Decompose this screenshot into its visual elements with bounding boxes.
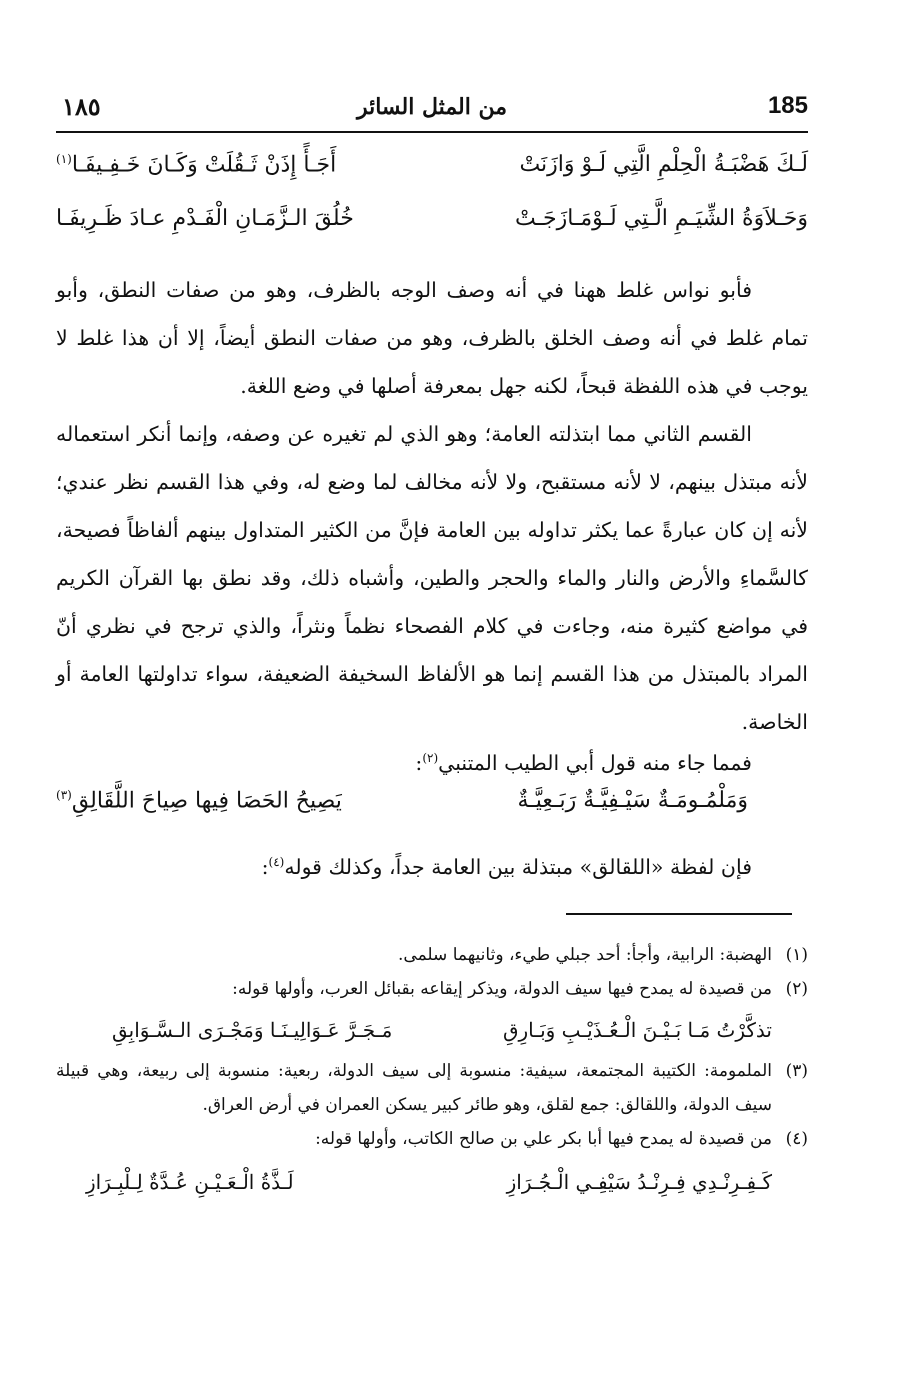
footnote-4-text: من قصيدة له يمدح فيها أبا بكر علي بن صالح الكاتب، وأولها قوله: [315,1129,772,1149]
page-number-latin: 185 [767,92,808,119]
paragraph-1: فأبو نواس غلط ههنا في أنه وصف الوجه بالظرف، وهو من صفات النطق، وأبو تمام غلط في أنه وصف الخلق بالظرف، وهو من صفات النطق أيضاً، إلا أن هذا غلط لا يوجب في هذه اللفظة قبحاً، لكنه جهل بمعرفة أصلها في وضع اللغة. [56,278,808,398]
page-number-arabic: ١٨٥ [62,92,101,121]
verse-1-second-hemistich [56,152,336,198]
footnote-2-text: من قصيدة له يمدح فيها سيف الدولة، ويذكر إيقاعه بقبائل العرب، وأولها قوله: [232,979,772,999]
footnote-2 [56,972,808,1006]
header-rule [56,131,808,133]
footnote-ref-3: (٣) [56,788,72,802]
footnote-4-verse [86,1170,772,1194]
paragraph-4 [56,838,808,891]
mutanabbi-verse [56,788,808,813]
footnote-separator [566,913,792,915]
footnote-4-verse-first: كَـفِـرِنْـدِي فِـرِنْـدُ سَيْفِـي الْـجُـرَازِ [506,1170,772,1194]
paragraph-3-end: : [415,750,423,775]
footnote-3-text: الملمومة: الكتيبة المجتمعة، سيفية: منسوبة إلى سيف الدولة، ربعية: منسوبة إلى ربيعة، وهي قبيلة سيف الدولة، واللقالق: جمع لقلق، وهو طائر كبير يسكن العمران في أرض العراق. [56,1061,772,1115]
verse-2-first-hemistich: وَحَـلاَوَةُ الشِّيَـمِ الَّـتِي لَـوْمَـازَجَـتْ [514,206,808,231]
opening-verses [56,152,808,252]
mutanabbi-second-text: يَصِيحُ الحَصَا فِيها صِياحَ اللَّقَالِقِ [71,788,342,814]
footnote-2-verse-first: تذكَّرْتُ مَـا بَـيْـنَ الْـعُـذَيْـبِ وَبَـارِقِ [502,1018,772,1042]
verse-2-second-hemistich: خُلُقَ الـزَّمَـانِ الْفَـدْمِ عـادَ ظَـرِيفَـا [56,206,354,231]
verse-line-2 [56,206,808,252]
paragraph-4-text: فإن لفظة «اللقالق» مبتذلة بين العامة جداً، وكذلك قوله [284,854,752,879]
paragraph-4-end: : [261,854,269,879]
footnote-ref-2: (٢) [422,751,439,765]
verse-1-second-text: أَجَـأً إِذَنْ ثَـقُلَتْ وَكَـانَ خَـفِـيفَـا [71,152,337,178]
paragraph-3 [56,734,808,787]
verse-1-first-hemistich: لَـكَ هَضْبَـةُ الْحِلْمِ الَّتِي لَـوْ وَازَنَتْ [519,152,808,177]
mutanabbi-verse-line [56,788,808,813]
footnotes [56,938,808,1194]
footnote-2-verse-second: مَـجَـرَّ عَـوَالِيـنَـا وَمَجْـرَى الـسَّـوَابِقِ [112,1018,393,1042]
footnote-2-verse [112,1018,772,1042]
footnote-2-number: (٢) [785,979,808,999]
footnote-3 [56,1054,808,1122]
footnote-3-number: (٣) [785,1061,808,1081]
paragraph-3-text: فمما جاء منه قول أبي الطيب المتنبي [438,750,752,775]
page-header [56,88,808,128]
footnote-4-number: (٤) [785,1129,808,1149]
footnote-4-verse-second: لَـذَّةُ الْـعَـيْـنِ عُـدَّةٌ لِـلْبِـرَازِ [86,1170,294,1194]
mutanabbi-second-hemistich [56,788,342,813]
footnote-1-number: (١) [785,945,808,965]
footnote-4 [56,1122,808,1156]
mutanabbi-first-hemistich: وَمَلْمُـومَـةٌ سَيْـفِيَّـةٌ رَبَـعِيَّـةٌ [517,788,748,813]
footnote-1 [56,938,808,972]
footnote-ref-1: (١) [56,152,72,166]
running-title: من المثل السائر [356,94,508,120]
paragraph-2: القسم الثاني مما ابتذلته العامة؛ وهو الذي لم تغيره عن وصفه، وإنما أنكر استعماله لأنه مبتذل بينهم، لا لأنه مستقبح، ولا لأنه مخالف لما وضع له، وفي هذا القسم نظر عندي؛ لأنه إن كان عبارةً عما يكثر تداوله بين العامة فإنَّ من الكثير المتداول بينهم ألفاظاً فصيحة، كالسَّماءِ والأرض والنار والماء والحجر والطين، وأشباه ذلك، وقد نطق بها القرآن الكريم في مواضع كثيرة منه، وجاءت في كلام الفصحاء نظماً ونثراً، والذي ترجح في نظري أنّ المراد بالمبتذل من هذا القسم إنما هو الألفاظ السخيفة الضعيفة، سواء تداولتها العامة أو الخاصة. [56,422,808,734]
footnote-1-text: الهضبة: الرابية، وأجأ: أحد جبلي طيء، وثانيهما سلمى. [398,945,772,965]
verse-line-1 [56,152,808,198]
footnote-ref-4: (٤) [268,855,285,869]
